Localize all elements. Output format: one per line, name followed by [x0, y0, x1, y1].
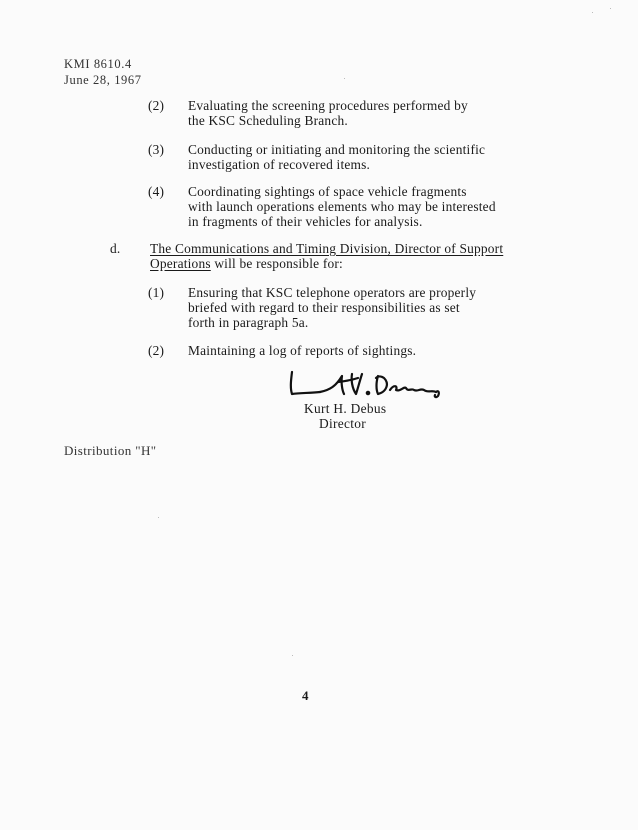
item-line: forth in paragraph 5a. — [188, 315, 309, 330]
section-heading-rest: will be responsible for: — [210, 256, 343, 271]
item-text — [188, 285, 476, 330]
distribution-line: Distribution "H" — [64, 443, 157, 458]
item-number: (1) — [148, 285, 165, 300]
item-line: in fragments of their vehicles for analysis. — [188, 214, 423, 229]
item-text — [188, 142, 485, 172]
item-line: Ensuring that KSC telephone operators are properly — [188, 285, 477, 300]
item-line: Evaluating the screening procedures performed by — [188, 98, 468, 113]
scan-speck — [292, 655, 293, 656]
item-number: (3) — [148, 142, 165, 157]
item-line: with launch operations elements who may be interested — [188, 199, 496, 214]
item-number: (4) — [148, 184, 165, 199]
document-number: KMI 8610.4 — [64, 57, 132, 71]
scan-speck — [592, 12, 593, 13]
document-date: June 28, 1967 — [64, 73, 142, 87]
scan-speck — [610, 8, 611, 9]
signer-title: Director — [319, 416, 367, 431]
item-number: (2) — [148, 98, 165, 113]
item-text — [188, 184, 496, 229]
section-letter: d. — [110, 241, 121, 256]
document-header — [64, 56, 142, 88]
item-line: Coordinating sightings of space vehicle fragments — [188, 184, 467, 199]
section-heading — [150, 241, 503, 271]
scan-speck — [158, 517, 159, 518]
item-line: investigation of recovered items. — [188, 157, 371, 172]
item-line: Maintaining a log of reports of sightings. — [188, 343, 417, 358]
item-line: the KSC Scheduling Branch. — [188, 113, 348, 128]
item-line: briefed with regard to their responsibilities as set — [188, 300, 460, 315]
item-text — [188, 343, 416, 358]
division-name-cont: Operations — [150, 256, 211, 271]
item-text — [188, 98, 468, 128]
signature-image — [286, 366, 456, 402]
signer-name: Kurt H. Debus — [304, 401, 387, 416]
item-line: Conducting or initiating and monitoring the scientific — [188, 142, 486, 157]
page-number: 4 — [302, 688, 309, 703]
division-name: The Communications and Timing Division, Director of Support — [150, 241, 504, 256]
scan-speck — [344, 78, 345, 79]
item-number: (2) — [148, 343, 165, 358]
